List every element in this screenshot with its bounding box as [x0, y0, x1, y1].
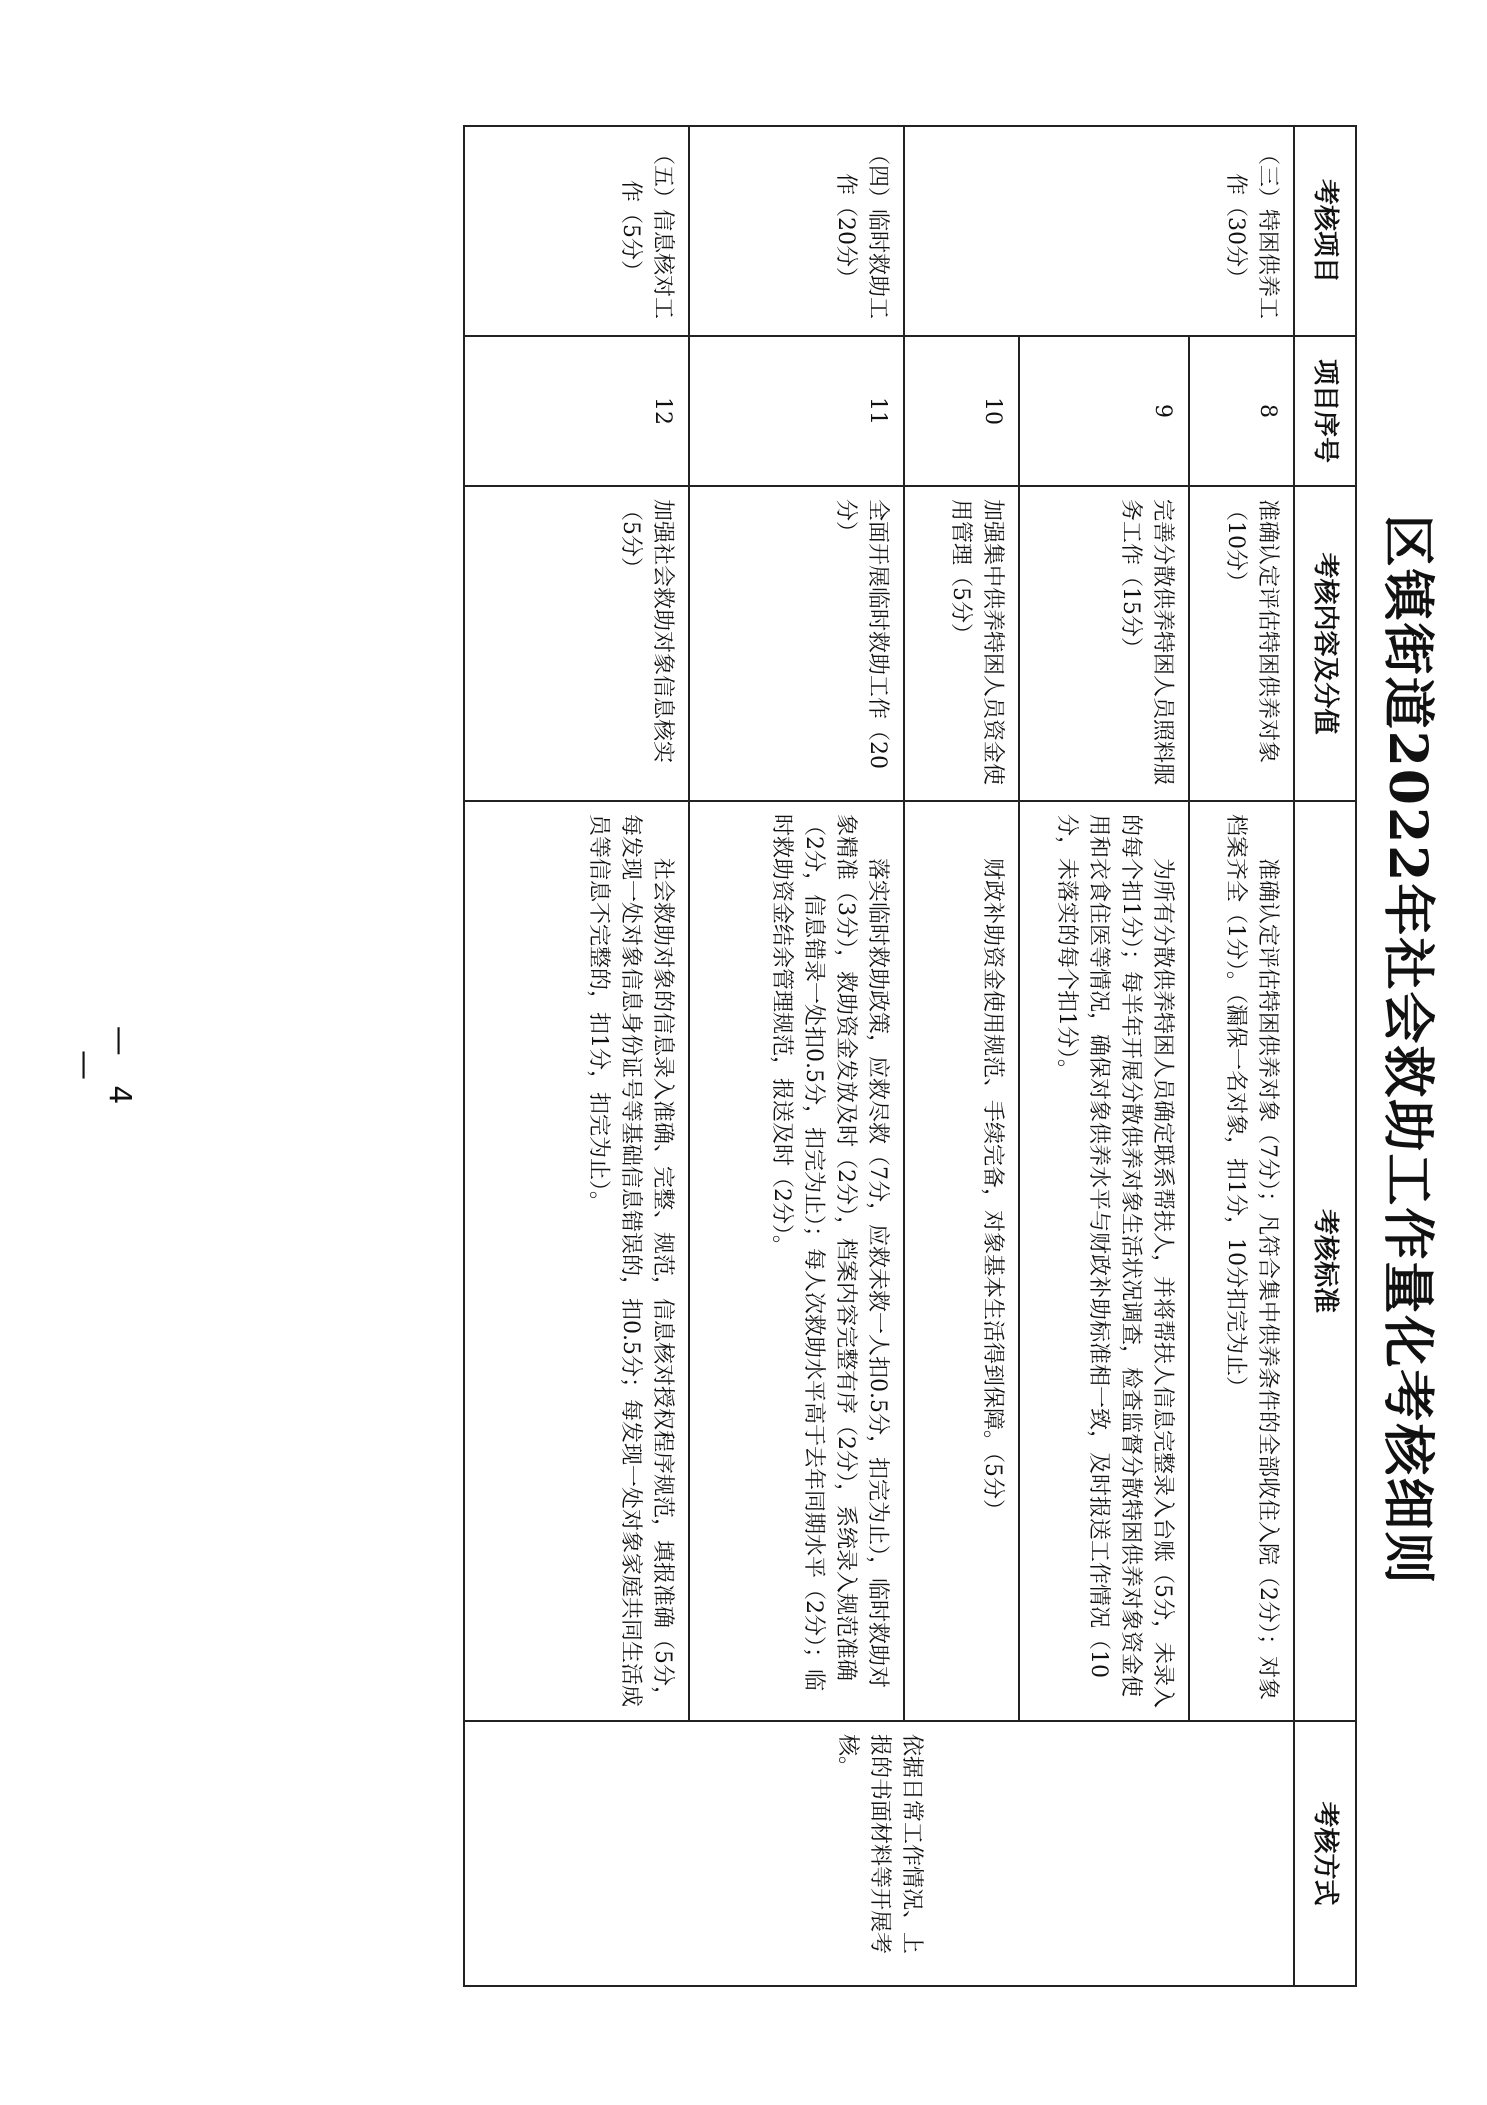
table-row: [464, 126, 689, 1986]
row-content: 完善分散供养特困人员照料服务工作（15分）: [1019, 486, 1189, 801]
header-standard: 考核标准: [1294, 801, 1356, 1721]
row-no: 11: [689, 336, 904, 486]
table-row: [1019, 126, 1189, 1986]
row-content: 全面开展临时救助工作（20分）: [689, 486, 904, 801]
row-content: 加强集中供养特困人员资金使用管理（5分）: [904, 486, 1019, 801]
row-no: 10: [904, 336, 1019, 486]
page-number: — 4 —: [67, 1025, 137, 1115]
table-row: [689, 126, 904, 1986]
row-standard: 社会救助对象的信息录入准确、完整、规范，信息核对授权程序规范，填报准确（5分，每发现一处对象信息身份证号等基础信息错误的，扣0.5分；每发现一处对象家庭共同生活成员等信息不完整的，扣1分，扣完为止）。: [464, 801, 689, 1721]
row-standard: 落实临时救助政策，应救尽救（7分，应救未救一人扣0.5分，扣完为止），临时救助对象精准（3分），救助资金发放及时（2分），档案内容完整有序（2分），系统录入规范准确（2分，信息错录一处扣0.5分，扣完为止）；每人次救助水平高于去年同期水平（2分）；临时救助资金结余管理规范，报送及时（2分）。: [689, 801, 904, 1721]
row-standard: 财政补助资金使用规范、手续完备，对象基本生活得到保障。（5分）: [904, 801, 1019, 1721]
row-standard: 为所有分散供养特困人员确定联系帮扶人，并将帮扶人信息完整录入台账（5分，未录入的每个扣1分）；每半年开展分散供养对象生活状况调查，检查监督分散特困供养对象资金使用和衣食住医等情况，确保对象供养水平与财政补助标准相一致，及时报送工作情况（10分，未落实的每个扣1分）。: [1019, 801, 1189, 1721]
row-no: 8: [1189, 336, 1294, 486]
row-item: （五）信息核对工作（5分）: [464, 126, 689, 336]
document-title: 区镇街道2022年社会救助工作量化考核细则: [1377, 514, 1438, 1586]
table-row: [904, 126, 1019, 1986]
header-item: 考核项目: [1294, 126, 1356, 336]
assessment-table: [463, 125, 1357, 1987]
table-row: [1189, 126, 1294, 1986]
row-item: （三）特困供养工作（30分）: [904, 126, 1294, 336]
header-method: 考核方式: [1294, 1721, 1356, 1986]
row-item: （四）临时救助工作（20分）: [689, 126, 904, 336]
table-header-row: [1294, 126, 1356, 1986]
row-method: 依据日常工作情况、上报的书面材料等开展考核。: [464, 1721, 1294, 1986]
row-no: 9: [1019, 336, 1189, 486]
row-no: 12: [464, 336, 689, 486]
header-no: 项目序号: [1294, 336, 1356, 486]
header-content: 考核内容及分值: [1294, 486, 1356, 801]
row-content: 加强社会救助对象信息核实（5分）: [464, 486, 689, 801]
row-standard: 准确认定评估特困供养对象（7分）；凡符合集中供养条件的全部收住入院（2分）；对象档案齐全（1分）。（漏保一名对象，扣1分，10分扣完为止）: [1189, 801, 1294, 1721]
row-content: 准确认定评估特困供养对象（10分）: [1189, 486, 1294, 801]
